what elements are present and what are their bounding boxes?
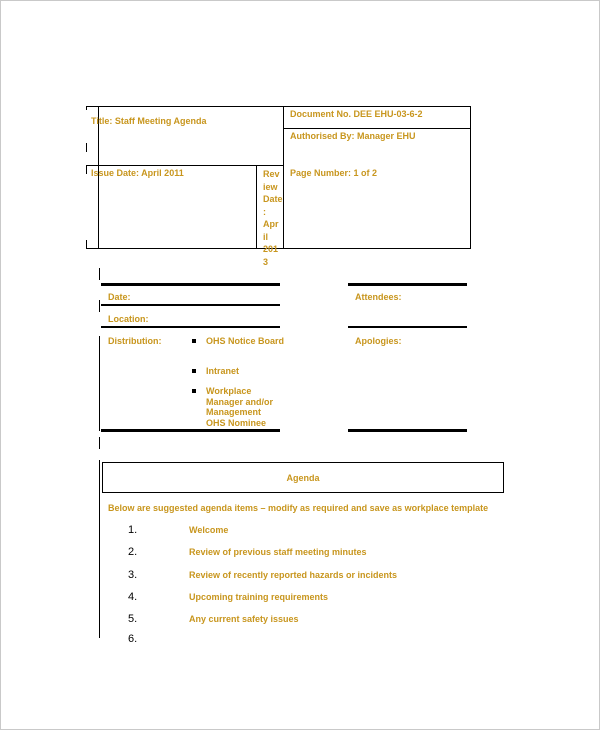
bullet-icon xyxy=(192,369,196,373)
margin-marker xyxy=(99,460,100,638)
rule xyxy=(101,283,280,286)
margin-marker xyxy=(99,336,100,431)
rule xyxy=(101,326,280,328)
authorised-by: Authorised By: Manager EHU xyxy=(290,131,416,141)
agenda-item: Any current safety issues xyxy=(189,614,299,624)
item-number: 3. xyxy=(128,569,138,581)
rule xyxy=(348,326,467,328)
rule xyxy=(101,429,280,432)
margin-marker xyxy=(99,300,100,312)
table-border-top xyxy=(86,106,471,107)
doc-title: Title: Staff Meeting Agenda xyxy=(91,116,207,126)
agenda-item: Upcoming training requirements xyxy=(189,592,329,602)
agenda-heading-box xyxy=(102,462,504,493)
agenda-heading: Agenda xyxy=(286,473,320,483)
rule xyxy=(101,304,280,306)
tick xyxy=(86,240,87,249)
bullet-icon xyxy=(192,339,196,343)
item-number: 5. xyxy=(128,613,138,625)
margin-marker xyxy=(99,268,100,280)
document-number: Document No. DEE EHU-03-6-2 xyxy=(290,109,423,119)
location-label: Location: xyxy=(108,314,149,324)
agenda-item: Welcome xyxy=(189,525,229,535)
tick xyxy=(86,165,87,174)
table-row-divider-left xyxy=(86,165,283,166)
tick xyxy=(86,106,87,110)
agenda-intro: Below are suggested agenda items – modify as required and save as workplace template xyxy=(108,503,489,513)
table-divider-review xyxy=(256,165,257,249)
item-number: 6. xyxy=(128,633,138,645)
margin-marker xyxy=(99,437,100,449)
agenda-item: Review of recently reported hazards or incidents xyxy=(189,570,398,580)
bullet-icon xyxy=(192,389,196,393)
rule xyxy=(348,429,467,432)
item-number: 2. xyxy=(128,546,138,558)
review-date: Rev iew Date : Apr il 201 3 xyxy=(263,169,283,267)
table-row-divider-right xyxy=(283,128,471,129)
page-cutoff xyxy=(0,630,600,645)
item-number: 4. xyxy=(128,591,138,603)
attendees-label: Attendees: xyxy=(355,292,402,302)
page-number: Page Number: 1 of 2 xyxy=(290,168,378,178)
date-label: Date: xyxy=(108,292,131,302)
agenda-item: Review of previous staff meeting minutes xyxy=(189,547,367,557)
apologies-label: Apologies: xyxy=(355,336,402,346)
distribution-label: Distribution: xyxy=(108,336,162,346)
rule xyxy=(348,283,467,286)
item-number: 1. xyxy=(128,524,138,536)
issue-date: Issue Date: April 2011 xyxy=(91,168,184,178)
tick xyxy=(86,143,87,152)
